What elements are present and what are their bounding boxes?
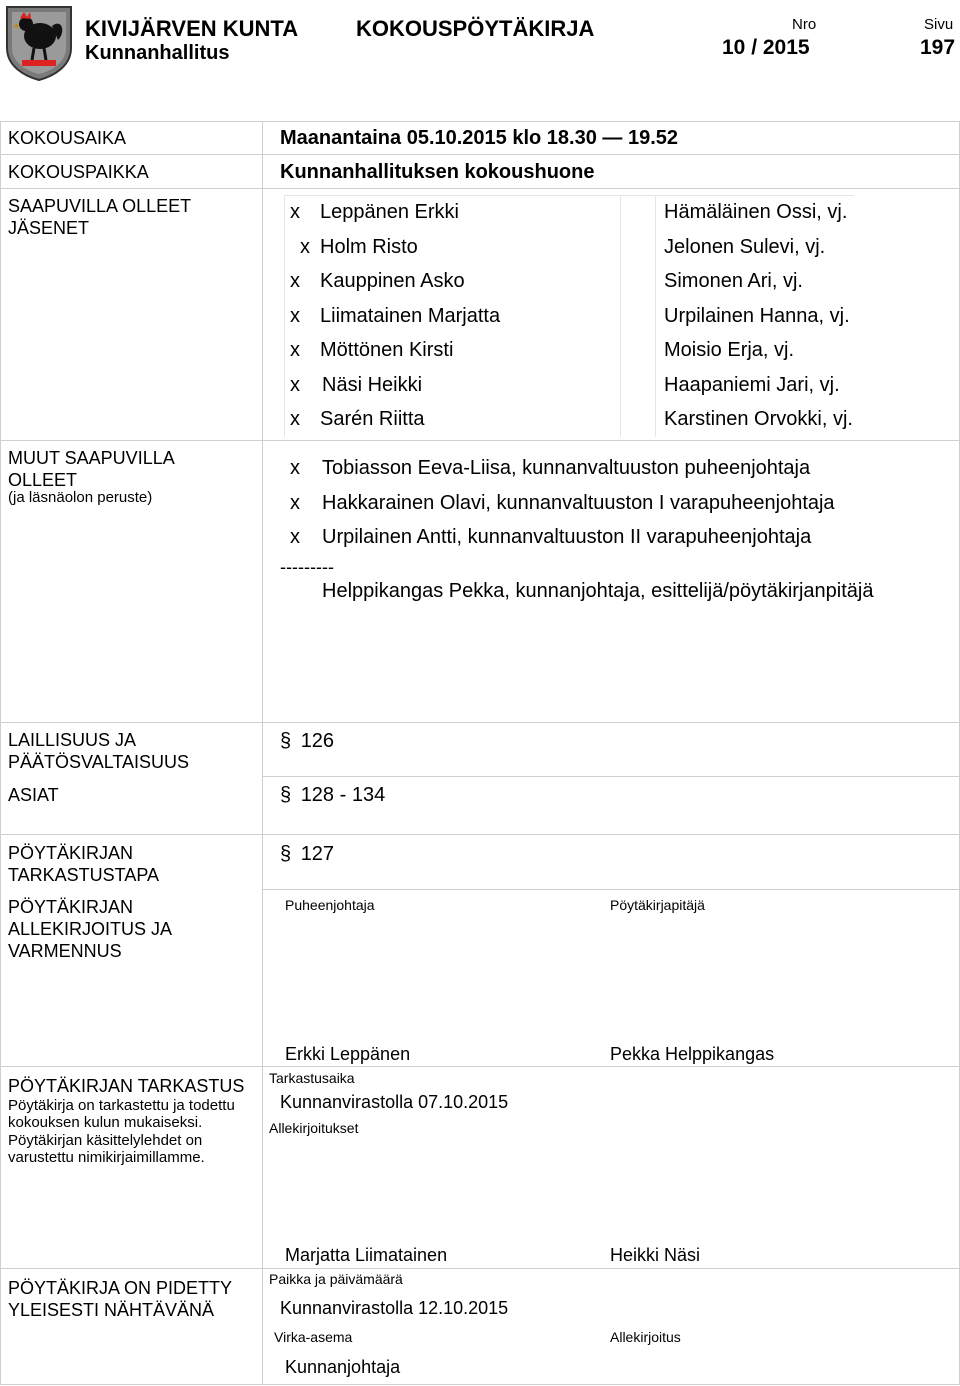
secretary-label: Pöytäkirjapitäjä: [610, 897, 705, 913]
secretary-name: Pekka Helppikangas: [610, 1044, 775, 1064]
review-signatures-label: Allekirjoitukset: [269, 1120, 359, 1136]
presence-mark: x: [300, 236, 310, 258]
nro-label: Nro: [792, 16, 817, 33]
meeting-place-label: KOKOUSPAIKKA: [8, 162, 149, 182]
member-name: Sarén Riitta: [320, 408, 425, 430]
presence-mark: x: [290, 526, 300, 548]
review-method-label-line2: TARKASTUSTAPA: [8, 865, 160, 885]
member-name: Kauppinen Asko: [320, 270, 465, 292]
meeting-time-label: KOKOUSAIKA: [8, 128, 127, 148]
others-label-line1: MUUT SAAPUVILLA: [8, 448, 175, 468]
presence-mark: x: [290, 270, 300, 292]
others-label-line3: (ja läsnäolon peruste): [8, 489, 153, 506]
meeting-time-value: Maanantaina 05.10.2015 klo 18.30 — 19.52: [280, 127, 679, 149]
presence-mark: x: [290, 374, 300, 396]
members-label-line1: SAAPUVILLA OLLEET: [8, 196, 192, 216]
member-name: Liimatainen Marjatta: [320, 305, 501, 327]
section-sign-icon: §: [280, 784, 292, 806]
review-desc-line2: kokouksen kulun mukaiseksi.: [8, 1114, 203, 1131]
sivu-label: Sivu: [924, 16, 954, 33]
presence-mark: x: [290, 408, 300, 430]
matters-section: [280, 784, 385, 807]
separator: ---------: [280, 557, 334, 577]
members-label-line2: JÄSENET: [8, 218, 90, 238]
deputy-name: Hämäläinen Ossi, vj.: [664, 201, 848, 223]
member-name: Leppänen Erkki: [320, 201, 459, 223]
deputy-name: Urpilainen Hanna, vj.: [664, 305, 850, 327]
chair-name: Erkki Leppänen: [285, 1044, 411, 1064]
deputy-name: Simonen Ari, vj.: [664, 270, 803, 292]
other-attendee: Urpilainen Antti, kunnanvaltuuston II varapuheenjohtaja: [322, 526, 812, 548]
review-method-section: [280, 843, 334, 866]
presence-mark: x: [290, 201, 300, 223]
review-time-value: Kunnanvirastolla 07.10.2015: [280, 1092, 509, 1112]
review-desc-line4: varustettu nimikirjaimillamme.: [8, 1149, 205, 1166]
deputy-name: Karstinen Orvokki, vj.: [664, 408, 853, 430]
reviewer-2-name: Heikki Näsi: [610, 1245, 701, 1265]
member-name: Näsi Heikki: [322, 374, 423, 396]
nro-value: 10 / 2015: [722, 36, 810, 59]
other-attendee-extra: Helppikangas Pekka, kunnanjohtaja, esittelijä/pöytäkirjanpitäjä: [322, 580, 874, 602]
position-label: Virka-asema: [274, 1329, 353, 1345]
other-attendee: Tobiasson Eeva-Liisa, kunnanvaltuuston puheenjohtaja: [322, 457, 811, 479]
signing-label-line3: VARMENNUS: [8, 941, 122, 961]
legality-label-line2: PÄÄTÖSVALTAISUUS: [8, 752, 190, 772]
document-type: KOKOUSPÖYTÄKIRJA: [356, 16, 595, 41]
chair-label: Puheenjohtaja: [285, 897, 375, 913]
presence-mark: x: [290, 339, 300, 361]
signing-label-line2: ALLEKIRJOITUS JA: [8, 919, 173, 939]
presence-mark: x: [290, 305, 300, 327]
presence-mark: x: [290, 492, 300, 514]
coat-of-arms-logo: [4, 4, 74, 82]
member-name: Holm Risto: [320, 236, 418, 258]
others-label-line2: OLLEET: [8, 470, 78, 490]
public-label-line1: PÖYTÄKIRJA ON PIDETTY: [8, 1278, 233, 1298]
presence-mark: x: [290, 457, 300, 479]
review-method-value: 127: [300, 843, 335, 865]
section-sign-icon: §: [280, 730, 292, 752]
legality-value: 126: [300, 730, 335, 752]
deputy-name: Moisio Erja, vj.: [664, 339, 795, 361]
deputy-name: Haapaniemi Jari, vj.: [664, 374, 840, 396]
sivu-value: 197: [920, 36, 956, 59]
rooster-emblem-icon: [4, 4, 74, 82]
member-name: Möttönen Kirsti: [320, 339, 454, 361]
section-sign-icon: §: [280, 843, 292, 865]
review-label: PÖYTÄKIRJAN TARKASTUS: [8, 1076, 245, 1096]
legality-label-line1: LAILLISUUS JA: [8, 730, 137, 750]
other-attendee: Hakkarainen Olavi, kunnanvaltuuston I varapuheenjohtaja: [322, 492, 835, 514]
matters-value: 128 - 134: [300, 784, 386, 806]
municipality-name: KIVIJÄRVEN KUNTA: [85, 16, 299, 41]
review-method-label-line1: PÖYTÄKIRJAN: [8, 843, 134, 863]
public-label-line2: YLEISESTI NÄHTÄVÄNÄ: [8, 1300, 215, 1320]
meeting-place-value: Kunnanhallituksen kokoushuone: [280, 161, 595, 183]
review-time-label: Tarkastusaika: [269, 1070, 355, 1086]
reviewer-1-name: Marjatta Liimatainen: [285, 1245, 448, 1265]
signature-label: Allekirjoitus: [610, 1329, 681, 1345]
public-place-label: Paikka ja päivämäärä: [269, 1271, 403, 1287]
position-value: Kunnanjohtaja: [285, 1357, 401, 1377]
deputy-name: Jelonen Sulevi, vj.: [664, 236, 826, 258]
public-place-value: Kunnanvirastolla 12.10.2015: [280, 1298, 509, 1318]
board-name: Kunnanhallitus: [85, 42, 230, 64]
review-desc-line3: Pöytäkirjan käsittelylehdet on: [8, 1132, 203, 1149]
legality-section: [280, 730, 334, 753]
signing-label-line1: PÖYTÄKIRJAN: [8, 897, 134, 917]
matters-label: ASIAT: [8, 785, 59, 805]
review-desc-line1: Pöytäkirja on tarkastettu ja todettu: [8, 1097, 235, 1114]
